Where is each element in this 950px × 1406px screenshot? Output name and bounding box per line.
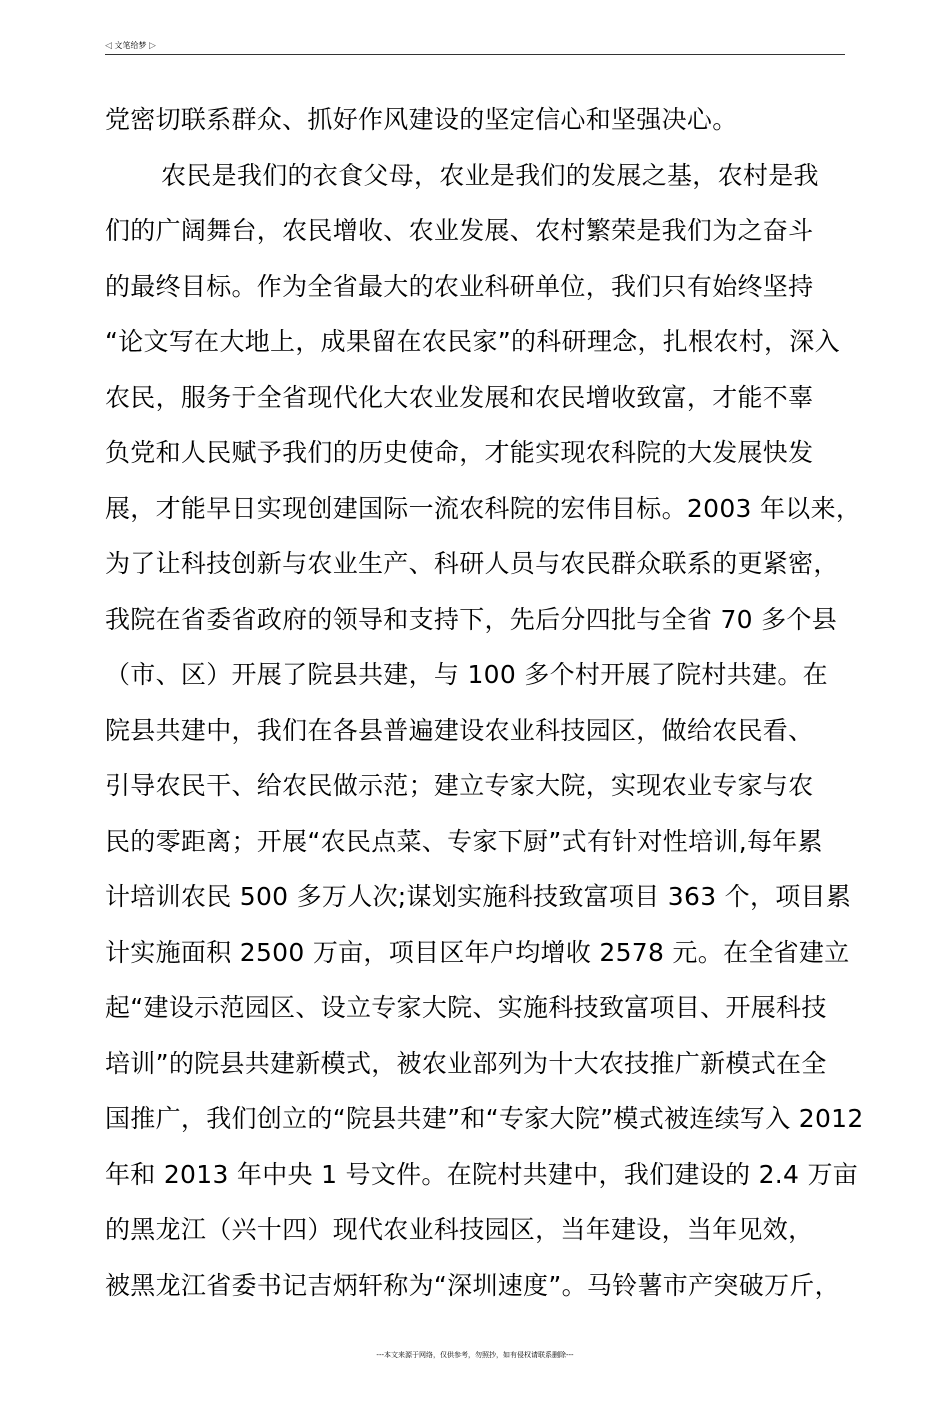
text-line: （市、区）开展了院县共建，与 100 多个村开展了院村共建。在 <box>105 660 828 689</box>
paragraph-first-line: 农民是我们的衣食父母，农业是我们的发展之基，农村是我 <box>161 160 819 190</box>
right-triangle-icon: ▷ <box>149 41 156 51</box>
text-line: 年和 2013 年中央 1 号文件。在院村共建中，我们建设的 2.4 万亩 <box>105 1159 859 1189</box>
header-title: 文笔给梦 <box>114 41 147 50</box>
text-line: 计实施面积 2500 万亩，项目区年户均增收 2578 元。在全省建立 <box>105 937 850 967</box>
text-line: 为了让科技创新与农业生产、科研人员与农民群众联系的更紧密， <box>105 549 839 578</box>
text-line: 被黑龙江省委书记吉炳轩称为“深圳速度”。马铃薯市产突破万斤， <box>105 1270 840 1300</box>
text-line: 党密切联系群众、抓好作风建设的坚定信心和坚强决心。 <box>105 105 738 134</box>
text-line: 起“建设示范园区、设立专家大院、实施科技致富项目、开展科技 <box>105 993 827 1022</box>
header-rule <box>105 54 845 55</box>
text-line: 计培训农民 500 多万人次;谋划实施科技致富项目 363 个，项目累 <box>105 882 852 911</box>
text-line: 的黑龙江（兴十四）现代农业科技园区，当年建设，当年见效， <box>105 1215 814 1244</box>
left-triangle-icon: ◁ <box>105 41 112 51</box>
text-line: 我院在省委省政府的领导和支持下，先后分四批与全省 70 多个县 <box>105 604 838 634</box>
text-line: 负党和人民赋予我们的历史使命，才能实现农科院的大发展快发 <box>105 438 814 467</box>
text-line: 引导农民干、给农民做示范；建立专家大院，实现农业专家与农 <box>105 771 814 800</box>
text-line: “论文写在大地上，成果留在农民家”的科研理念，扎根农村，深入 <box>105 327 840 356</box>
text-line: 国推广，我们创立的“院县共建”和“专家大院”模式被连续写入 2012 <box>105 1104 864 1133</box>
text-line: 民的零距离；开展“农民点菜、专家下厨”式有针对性培训,每年累 <box>105 826 823 856</box>
text-line: 农民，服务于全省现代化大农业发展和农民增收致富，才能不辜 <box>105 382 814 412</box>
document-body <box>105 92 875 1313</box>
page-footer: ---本文来源于网络，仅供参考，勿照抄，如有侵权请联系删除--- <box>376 1351 574 1359</box>
text-line: 院县共建中，我们在各县普遍建设农业科技园区，做给农民看、 <box>105 715 814 745</box>
page-header <box>105 40 845 56</box>
text-line: 培训”的院县共建新模式，被农业部列为十大农技推广新模式在全 <box>105 1048 827 1078</box>
text-line: 的最终目标。作为全省最大的农业科研单位，我们只有始终坚持 <box>105 271 814 301</box>
text-line: 们的广阔舞台，农民增收、农业发展、农村繁荣是我们为之奋斗 <box>105 216 814 245</box>
text-line: 展，才能早日实现创建国际一流农科院的宏伟目标。2003 年以来， <box>105 493 862 523</box>
